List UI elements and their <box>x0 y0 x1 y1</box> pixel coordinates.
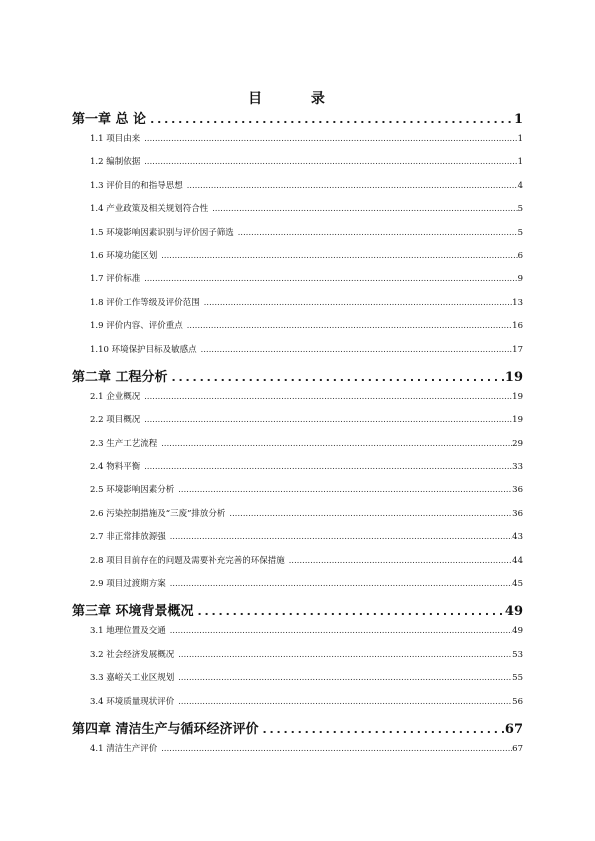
toc-page-number: 16 <box>512 321 523 332</box>
toc-section-entry[interactable] <box>72 296 523 319</box>
toc-entry-label: 2.6 污染控制措施及“三废”排放分析 <box>90 508 226 519</box>
toc-page-number: 4 <box>517 180 523 191</box>
toc-section-entry[interactable] <box>72 437 523 460</box>
toc-section-entry[interactable] <box>72 226 523 249</box>
toc-chapter-entry[interactable] <box>72 366 523 390</box>
toc-page-number: 9 <box>517 274 523 285</box>
toc-section-entry[interactable] <box>72 155 523 178</box>
toc-page-number: 67 <box>504 721 523 737</box>
toc-entry-label: 3.1 地理位置及交通 <box>90 626 166 637</box>
toc-leader-dots <box>168 371 505 384</box>
toc-entry-label: 4.1 清洁生产评价 <box>90 743 158 754</box>
toc-entry-label: 2.2 项目概况 <box>90 415 141 426</box>
toc-section-entry[interactable] <box>72 390 523 413</box>
toc-section-entry[interactable] <box>72 132 523 155</box>
toc-leader-dots <box>140 415 512 424</box>
toc-leader-dots <box>140 392 512 401</box>
toc-entry-label: 1.9 评价内容、评价重点 <box>90 321 183 332</box>
toc-page-number: 53 <box>512 649 523 660</box>
toc-section-entry[interactable] <box>72 554 523 577</box>
toc-leader-dots <box>157 439 512 448</box>
toc-chapter-entry[interactable] <box>72 600 523 624</box>
toc-entry-label: 2.8 项目目前存在的问题及需要补充完善的环保措施 <box>90 555 285 566</box>
toc-page-number: 5 <box>517 227 523 238</box>
toc-page-number: 1 <box>517 134 523 144</box>
toc-leader-dots <box>166 579 512 588</box>
toc-leader-dots <box>174 650 512 659</box>
toc-page-number: 55 <box>512 673 523 684</box>
toc-page-number: 44 <box>512 555 523 566</box>
toc-page-number: 29 <box>512 438 523 449</box>
toc-entry-label: 2.9 项目过渡期方案 <box>90 579 166 590</box>
toc-section-entry[interactable] <box>72 272 523 295</box>
toc-title: 目 录 <box>248 91 347 107</box>
toc-section-entry[interactable] <box>72 319 523 342</box>
toc-leader-dots <box>174 673 512 682</box>
toc-entry-label: 1.8 评价工作等级及评价范围 <box>90 297 200 308</box>
toc-leader-dots <box>234 228 518 237</box>
toc-section-entry[interactable] <box>72 577 523 600</box>
toc-page-number: 19 <box>512 391 523 402</box>
toc-page-number: 36 <box>512 485 523 496</box>
toc-section-entry[interactable] <box>72 507 523 530</box>
toc-page-number: 43 <box>512 532 523 543</box>
toc-entry-label: 1.6 环境功能区划 <box>90 250 158 261</box>
toc-list <box>72 108 523 765</box>
toc-section-entry[interactable] <box>72 671 523 694</box>
toc-section-entry[interactable] <box>72 413 523 436</box>
toc-entry-label: 2.7 非正常排放源强 <box>90 532 166 543</box>
toc-leader-dots <box>183 321 512 330</box>
toc-entry-label: 第三章 环境背景概况 <box>72 604 194 620</box>
toc-page-number: 67 <box>512 743 523 754</box>
toc-section-entry[interactable] <box>72 530 523 553</box>
toc-entry-label: 第二章 工程分析 <box>72 369 168 385</box>
toc-leader-dots <box>166 626 512 635</box>
toc-page-number: 45 <box>512 579 523 590</box>
toc-chapter-entry[interactable] <box>72 718 523 742</box>
toc-section-entry[interactable] <box>72 460 523 483</box>
toc-page-number: 19 <box>512 415 523 426</box>
toc-leader-dots <box>194 605 505 618</box>
toc-page-number: 33 <box>512 462 523 473</box>
toc-leader-dots <box>166 532 512 541</box>
toc-section-entry[interactable] <box>72 202 523 225</box>
toc-entry-label: 第四章 清洁生产与循环经济评价 <box>72 721 259 737</box>
toc-leader-dots <box>183 181 518 190</box>
toc-leader-dots <box>140 274 517 283</box>
toc-leader-dots <box>157 744 512 753</box>
toc-page-number: 1 <box>513 112 523 127</box>
toc-entry-label: 1.1 项目由来 <box>90 134 141 144</box>
toc-section-entry[interactable] <box>72 648 523 671</box>
toc-leader-dots <box>157 251 517 260</box>
toc-entry-label: 1.7 评价标准 <box>90 274 141 285</box>
toc-entry-label: 1.3 评价目的和指导思想 <box>90 180 183 191</box>
toc-section-entry[interactable] <box>72 249 523 272</box>
toc-page-number: 6 <box>517 250 523 261</box>
toc-entry-label: 第一章 总 论 <box>72 112 147 127</box>
toc-leader-dots <box>259 723 505 736</box>
toc-leader-dots <box>285 556 512 565</box>
toc-section-entry[interactable] <box>72 624 523 647</box>
toc-section-entry[interactable] <box>72 343 523 366</box>
toc-entry-label: 2.1 企业概况 <box>90 391 141 402</box>
toc-page-number: 5 <box>517 204 523 215</box>
toc-page-number: 36 <box>512 508 523 519</box>
toc-page-number: 17 <box>512 344 523 355</box>
toc-page-number: 49 <box>512 626 523 637</box>
toc-leader-dots <box>197 345 513 354</box>
toc-leader-dots <box>140 462 512 471</box>
toc-page-number: 49 <box>504 604 523 620</box>
toc-leader-dots <box>200 298 512 307</box>
toc-entry-label: 1.5 环境影响因素识别与评价因子筛选 <box>90 227 234 238</box>
toc-entry-label: 3.2 社会经济发展概况 <box>90 649 175 660</box>
toc-page-number: 13 <box>512 297 523 308</box>
toc-entry-label: 2.4 物料平衡 <box>90 462 141 473</box>
toc-leader-dots <box>140 134 517 143</box>
toc-leader-dots <box>174 697 512 706</box>
toc-leader-dots <box>225 509 512 518</box>
toc-entry-label: 2.5 环境影响因素分析 <box>90 485 175 496</box>
toc-entry-label: 3.4 环境质量现状评价 <box>90 696 175 707</box>
toc-entry-label: 3.3 嘉峪关工业区规划 <box>90 673 175 684</box>
toc-entry-label: 1.4 产业政策及相关规划符合性 <box>90 204 209 215</box>
toc-entry-label: 1.2 编制依据 <box>90 157 141 168</box>
toc-section-entry[interactable] <box>72 483 523 506</box>
toc-page-number: 1 <box>517 157 523 168</box>
toc-leader-dots <box>174 485 512 494</box>
toc-entry-label: 1.10 环境保护目标及敏感点 <box>90 344 197 355</box>
toc-page-number: 19 <box>504 369 523 385</box>
toc-section-entry[interactable] <box>72 742 523 765</box>
toc-entry-label: 2.3 生产工艺流程 <box>90 438 158 449</box>
toc-chapter-entry[interactable] <box>72 108 523 132</box>
toc-section-entry[interactable] <box>72 179 523 202</box>
toc-section-entry[interactable] <box>72 695 523 718</box>
toc-page-number: 56 <box>512 696 523 707</box>
toc-leader-dots <box>146 113 514 126</box>
toc-leader-dots <box>140 157 517 166</box>
toc-leader-dots <box>208 204 517 213</box>
